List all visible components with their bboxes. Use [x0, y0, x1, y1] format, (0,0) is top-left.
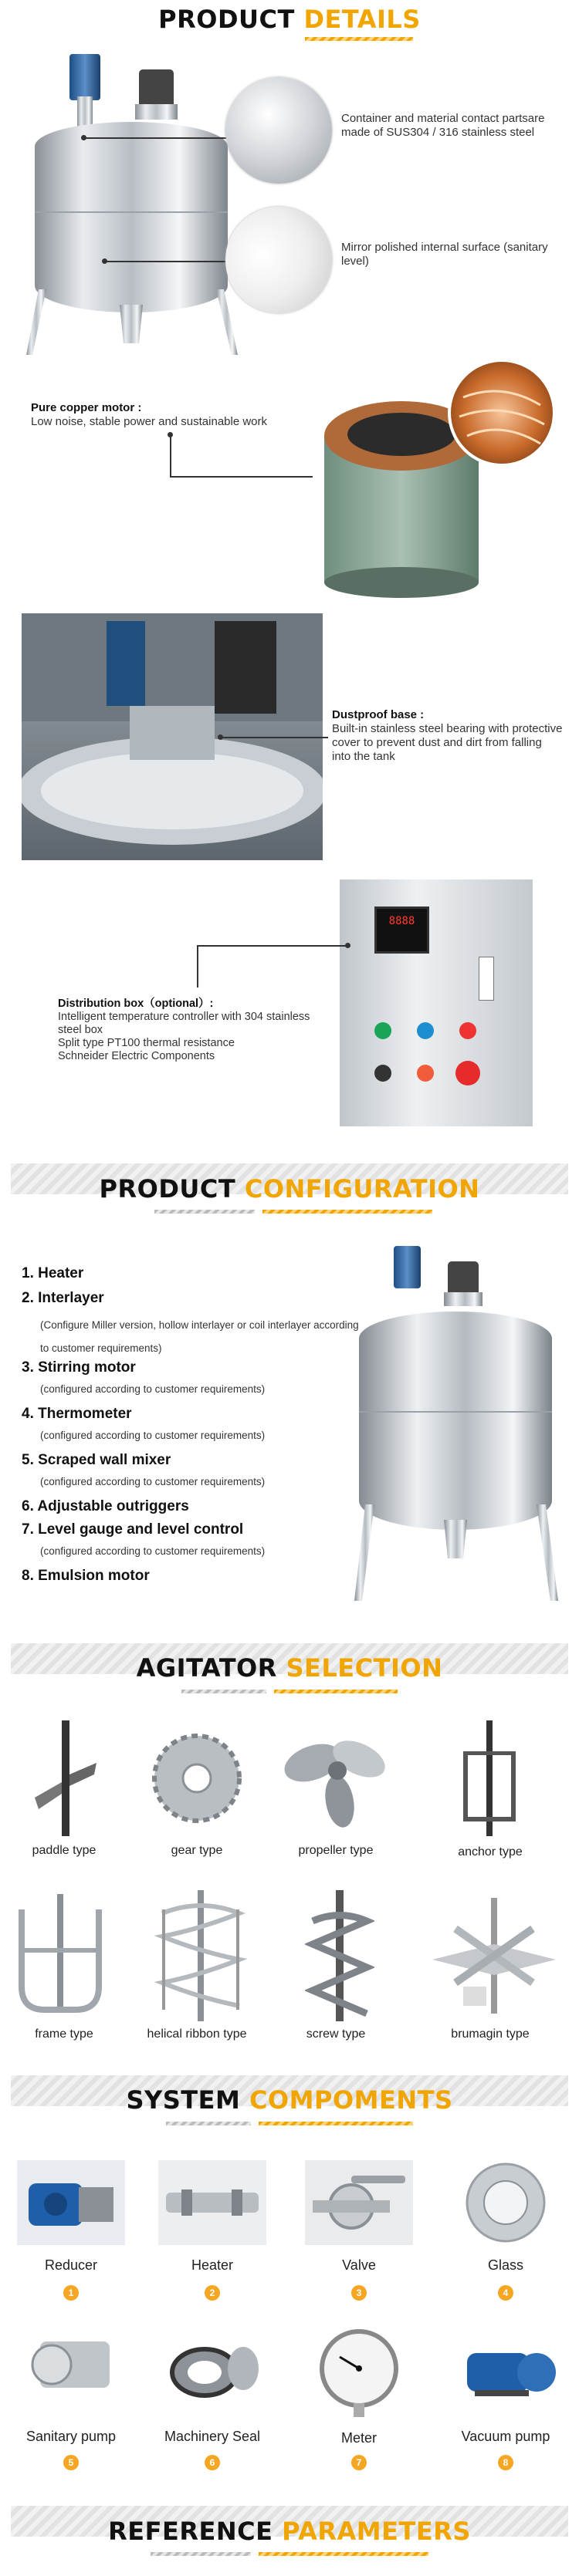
brumagin-agitator-icon: [425, 1898, 564, 2014]
reference-title: [0, 2517, 579, 2546]
config-title-part1: PRODUCT: [99, 1174, 236, 1204]
component-seal-label: Machinery Seal: [164, 2429, 261, 2444]
anchor-agitator-icon: [448, 1720, 533, 1844]
red-light: [459, 1022, 476, 1039]
config-sub-2: (Configure Miller version, hollow interlayer or coil interlayer according to customer requirements): [40, 1319, 359, 1354]
component-meter-label: Meter: [340, 2430, 377, 2446]
system-title: [0, 2085, 579, 2115]
config-tank-image: [351, 1242, 575, 1612]
sanitary-pump-image: [17, 2322, 125, 2407]
black-knob: [374, 1065, 391, 1082]
reference-title-part1: REFERENCE: [108, 2517, 273, 2546]
vacuum-pump-image: [455, 2330, 564, 2407]
callout-dot-2: [102, 258, 107, 264]
agitator-underline-gray: [181, 1690, 266, 1693]
config-item-1: 1. Heater: [22, 1265, 84, 1281]
base-callout-dot: [218, 734, 223, 740]
glass-image: [452, 2160, 560, 2245]
agitator-propeller-label: propeller type: [298, 1844, 374, 1857]
callout-text-material: Container and material contact partsare made of SUS304 / 316 stainless steel: [341, 112, 545, 139]
distribution-box-image: [340, 879, 533, 1126]
agitator-title-part1: AGITATOR: [136, 1653, 277, 1683]
agitator-helical-label: helical ribbon type: [147, 2027, 247, 2041]
config-item-4: 4. Thermometer: [22, 1406, 132, 1422]
base-title: Dustproof base :: [332, 708, 425, 721]
config-sub-7: (configured according to customer requirements): [40, 1545, 266, 1557]
heater-image: [158, 2160, 266, 2245]
component-glass-label: Glass: [487, 2257, 523, 2273]
details-title-part1: PRODUCT: [158, 5, 295, 34]
component-glass-badge: 4: [498, 2285, 513, 2301]
details-title-part2: DETAILS: [303, 5, 421, 34]
system-underline-orange: [259, 2122, 413, 2125]
config-sub-3: (configured according to customer requirements): [40, 1383, 266, 1395]
blue-light: [417, 1022, 434, 1039]
motor-title: Pure copper motor :: [31, 401, 142, 414]
component-sanitary-pump-label: Sanitary pump: [25, 2429, 117, 2444]
motor-callout-hline: [170, 476, 313, 478]
callout-text-polish: Mirror polished internal surface (sanitary level): [341, 241, 548, 268]
component-valve-label: Valve: [342, 2257, 376, 2273]
copper-motor-image: [309, 351, 564, 598]
helical-ribbon-agitator-icon: [147, 1890, 255, 2021]
reference-underline-gray: [151, 2552, 251, 2556]
component-seal-badge: 6: [205, 2455, 220, 2470]
box-line-1: Intelligent temperature controller with 304 stainless steel box: [58, 1011, 310, 1036]
config-item-7: 7. Level gauge and level control: [22, 1521, 244, 1538]
switch: [479, 957, 494, 1001]
component-reducer-label: Reducer: [44, 2257, 98, 2273]
component-sanitary-pump-badge: 5: [63, 2455, 79, 2470]
details-title: [0, 5, 579, 34]
component-reducer-badge: 1: [63, 2285, 79, 2301]
config-title-part2: CONFIGURATION: [244, 1174, 480, 1204]
reference-underline-orange: [259, 2552, 428, 2556]
valve-image: [305, 2160, 413, 2245]
config-item-5: 5. Scraped wall mixer: [22, 1452, 171, 1468]
callout-dot-1: [81, 135, 86, 140]
callout-line-2: [104, 261, 226, 262]
config-item-8: 8. Emulsion motor: [22, 1568, 150, 1584]
agitator-anchor-label: anchor type: [458, 1845, 523, 1859]
config-underline-orange: [262, 1210, 432, 1214]
motor-title-block: [31, 401, 355, 429]
paddle-agitator-icon: [23, 1720, 108, 1836]
box-callout-dot: [345, 943, 350, 948]
polished-surface-circle: [225, 207, 332, 313]
propeller-agitator-icon: [282, 1720, 390, 1828]
controller-readout: 8888: [388, 915, 415, 927]
box-text-block: [58, 998, 328, 1063]
config-item-2: 2. Interlayer: [22, 1290, 104, 1306]
config-sub-4: (configured according to customer requirements): [40, 1430, 266, 1441]
machinery-seal-image: [158, 2330, 266, 2407]
meter-gauge-image: [317, 2326, 401, 2419]
details-title-underline: [305, 37, 413, 41]
motor-callout-vline: [170, 434, 171, 477]
base-text-block: [332, 708, 564, 764]
agitator-title-part2: SELECTION: [286, 1653, 443, 1683]
steel-sample-circle: [225, 77, 332, 184]
base-desc: Built-in stainless steel bearing with protective cover to prevent dust and dirt from falling into the tank: [332, 722, 563, 763]
agitator-screw-label: screw type: [306, 2027, 366, 2041]
agitator-underline-orange: [274, 1690, 398, 1693]
agitator-gear-label: gear type: [171, 1844, 223, 1857]
reducer-image: [17, 2160, 125, 2245]
agitator-frame-label: frame type: [35, 2027, 93, 2041]
config-item-6: 6. Adjustable outriggers: [22, 1498, 189, 1514]
box-line-2: Split type PT100 thermal resistance: [58, 1037, 235, 1049]
agitator-title: [0, 1653, 579, 1683]
component-vacuum-pump-badge: 8: [498, 2455, 513, 2470]
box-title: Distribution box（optional）:: [58, 998, 214, 1010]
orange-button: [417, 1065, 434, 1082]
reference-title-part2: PARAMETERS: [282, 2517, 471, 2546]
config-underline-gray: [154, 1210, 255, 1214]
agitator-brumagin-label: brumagin type: [451, 2027, 530, 2041]
base-callout-line: [220, 737, 328, 738]
system-underline-gray: [166, 2122, 251, 2125]
system-title-part1: SYSTEM: [126, 2085, 241, 2115]
box-callout-hline: [197, 945, 347, 947]
callout-line-1: [83, 137, 226, 139]
box-line-3: Schneider Electric Components: [58, 1050, 215, 1062]
component-heater-label: Heater: [191, 2257, 234, 2273]
screw-agitator-icon: [305, 1890, 374, 2021]
motor-desc: Low noise, stable power and sustainable work: [31, 415, 268, 428]
component-heater-badge: 2: [205, 2285, 220, 2301]
component-meter-badge: 7: [351, 2455, 367, 2470]
gear-agitator-icon: [147, 1720, 247, 1836]
agitator-paddle-label: paddle type: [32, 1844, 96, 1857]
temperature-controller: [374, 906, 429, 954]
system-title-part2: COMPOMENTS: [249, 2085, 453, 2115]
component-valve-badge: 3: [351, 2285, 367, 2301]
config-item-3: 3. Stirring motor: [22, 1359, 136, 1376]
tank-image: [23, 50, 255, 374]
component-vacuum-pump-label: Vacuum pump: [461, 2429, 550, 2444]
config-sub-5: (configured according to customer requirements): [40, 1476, 266, 1487]
frame-agitator-icon: [14, 1894, 107, 2017]
green-light: [374, 1022, 391, 1039]
config-title: [0, 1174, 579, 1204]
box-callout-vline: [197, 945, 198, 988]
motor-callout-dot: [168, 432, 173, 437]
emergency-stop: [455, 1061, 480, 1085]
